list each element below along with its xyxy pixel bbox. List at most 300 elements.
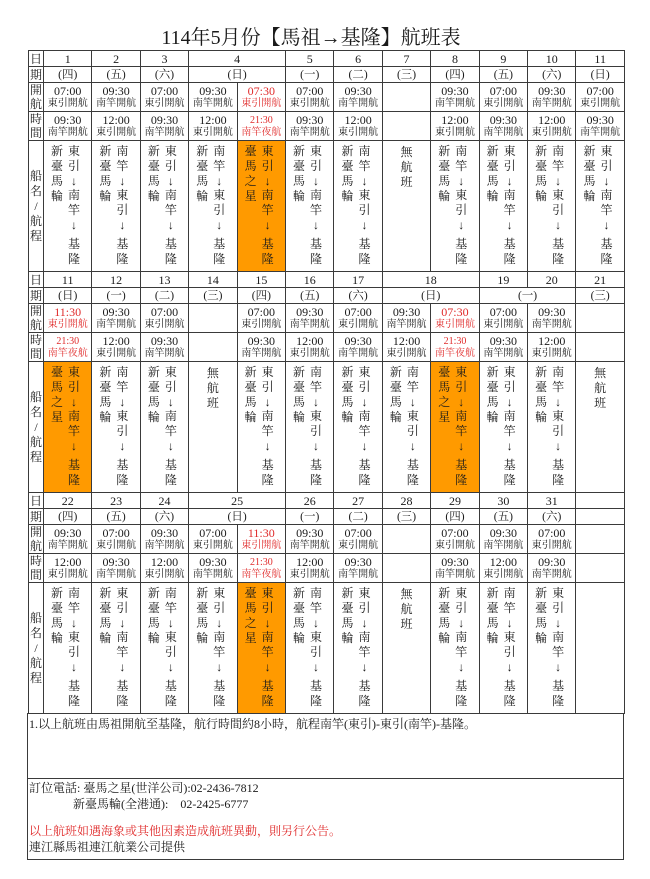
down-arrow-icon [455,439,467,453]
weekday-cell: (三) [382,67,430,83]
departure-type-label: 東引開航 [338,319,379,330]
departure-time: 09:30 [102,305,130,319]
weekday-cell: (日) [44,288,92,304]
departure-cell [528,333,576,362]
down-arrow-icon [116,616,128,630]
ship-route-cell-highlight [237,141,285,272]
route-destination: 基隆 [164,458,177,487]
departure-cell [286,554,334,583]
row-label-cell [29,554,44,583]
route-stop: 南竿 [455,409,468,438]
row-label-cell [29,112,44,141]
route [455,586,467,709]
empty-cell [576,493,624,509]
route-destination: 基隆 [310,679,323,708]
departure-cell [382,333,430,362]
departure-type-label: 南竿開航 [483,540,524,551]
ship-route-cell-highlight [44,362,92,493]
weekday-cell: (五) [92,509,140,525]
ship-name: 新臺馬輪 [51,144,64,203]
block-2-second-departure-row [29,333,625,362]
departure-time: 09:30 [102,84,130,98]
route [68,144,80,267]
ship-route-cell [140,583,188,714]
down-arrow-icon [600,218,612,232]
ship-name: 新臺馬輪 [99,365,112,424]
route-stop: 南竿 [503,188,516,217]
weekday-cell: (六) [334,288,382,304]
departure-time: 07:00 [489,84,518,98]
route-destination: 基隆 [455,237,468,266]
weekday-cell: (二) [334,509,382,525]
down-arrow-icon [310,218,322,232]
route-destination: 基隆 [261,679,274,708]
departure-cell [286,112,334,141]
route [165,144,177,267]
departure-time: 09:30 [344,334,372,348]
departure-type-label: 南竿開航 [96,98,137,109]
down-arrow-icon [310,439,322,453]
route-stop: 南竿 [261,409,274,438]
ship-name: 新臺馬輪 [293,586,306,645]
route-origin: 南竿 [213,144,226,173]
ship-name: 新臺馬輪 [438,144,451,203]
departure-type-label: 東引開航 [434,319,475,330]
departure-type-label: 東引開航 [47,569,88,580]
date-cell: 3 [140,51,188,67]
date-cell: 21 [576,272,624,288]
night-departure-cell [44,333,92,362]
departure-type-label: 東引開航 [47,98,88,109]
row-label-depart: 開航 [30,83,43,111]
weekday-cell: (三) [382,509,430,525]
ship-route-cell [382,362,430,493]
route-origin: 東引 [261,586,274,615]
ship-name: 臺馬之星 [438,365,451,424]
route-destination: 基隆 [164,237,177,266]
route-destination: 基隆 [68,679,81,708]
ship-route-cell [528,583,576,714]
route [165,586,177,709]
departure-cell [286,83,334,112]
route [262,365,274,488]
route-origin: 南竿 [116,144,129,173]
down-arrow-icon [504,660,516,674]
departure-time: 12:00 [102,113,130,127]
weekday-cell: (五) [92,67,140,83]
weekday-cell: (四) [44,509,92,525]
ship-route-cell [576,141,624,272]
page-title: 114年5月份【馬祖→基隆】航班表 [161,27,461,49]
row-label-ship-route: 船名/航程 [30,389,43,464]
no-service-label: 無航班 [206,366,219,410]
departure-time: 09:30 [392,305,421,319]
down-arrow-icon [504,174,516,188]
departure-time: 09:30 [150,526,179,540]
departure-cell-highlight [237,83,285,112]
departure-type-label: 南竿開航 [192,569,233,580]
departure-type-label: 東引開航 [483,98,524,109]
departure-time: 07:00 [538,526,566,540]
date-cell: 28 [382,493,430,509]
route-stop: 東引 [116,188,129,217]
departure-type-label: 南竿開航 [144,348,185,359]
route-origin: 東引 [261,365,274,394]
weekday-cell: (日) [382,288,479,304]
route-origin: 東引 [310,144,323,173]
departure-time: 09:30 [538,84,566,98]
departure-time: 09:30 [54,113,82,127]
route [552,586,564,709]
route [116,586,128,709]
departure-cell [431,112,479,141]
date-cell: 4 [189,51,286,67]
booking-line-2 [29,796,623,812]
date-cell: 13 [140,272,188,288]
down-arrow-icon [552,439,564,453]
route [504,144,516,267]
departure-cell [237,304,285,333]
departure-cell [92,304,140,333]
down-arrow-icon [213,660,225,674]
booking-contact: 新臺馬輪(全港通): 02-2425-6777 [73,797,249,811]
date-cell: 12 [92,272,140,288]
departure-time: 09:30 [199,84,227,98]
down-arrow-icon [68,395,80,409]
route-origin: 東引 [600,144,613,173]
route-destination: 基隆 [213,679,226,708]
ship-route-cell [334,362,382,493]
route [310,586,322,709]
departure-cell [479,83,527,112]
route-stop: 南竿 [552,630,565,659]
route-origin: 南竿 [68,586,81,615]
route-stop: 東引 [406,409,419,438]
departure-type-label: 東引開航 [531,540,572,551]
departure-time: 12:00 [538,334,566,348]
departure-cell [140,525,188,554]
departure-time: 12:00 [296,334,324,348]
departure-type-label: 南竿開航 [144,127,185,138]
ship-route-cell [286,583,334,714]
departure-cell [140,83,188,112]
down-arrow-icon [504,616,516,630]
no-service-cell [382,583,430,714]
route-destination: 基隆 [358,458,371,487]
departure-type-label: 東引開航 [338,540,379,551]
departure-type-label: 南竿開航 [434,98,475,109]
weekday-cell: (二) [334,67,382,83]
departure-time: 09:30 [102,555,130,569]
ship-name: 新臺馬輪 [147,144,160,203]
route-destination: 基隆 [213,237,226,266]
down-arrow-icon [552,174,564,188]
down-arrow-icon [213,616,225,630]
departure-type-label: 東引開航 [434,127,475,138]
departure-cell [92,112,140,141]
no-service-cell [382,141,430,272]
date-cell: 7 [382,51,430,67]
departure-time: 07:00 [441,526,469,540]
route [262,144,274,267]
weekday-cell: (一) [479,288,576,304]
ship-route-cell [431,583,479,714]
date-cell: 16 [286,272,334,288]
departure-cell [382,304,430,333]
ship-name: 新臺馬輪 [535,586,548,645]
departure-time: 09:30 [296,526,324,540]
down-arrow-icon [455,218,467,232]
ship-route-cell [479,141,527,272]
route-stop: 南竿 [116,630,129,659]
departure-type-label: 南竿開航 [531,319,572,330]
departure-type-label: 南竿開航 [338,348,379,359]
departure-type-label: 南竿夜航 [241,127,282,138]
weekday-cell: (四) [431,67,479,83]
ship-name: 新臺馬輪 [583,144,596,203]
ship-route-cell [286,362,334,493]
departure-cell [528,304,576,333]
route-origin: 東引 [455,586,468,615]
departure-type-label: 東引開航 [144,319,185,330]
departure-type-label: 東引開航 [96,540,137,551]
down-arrow-icon [358,218,370,232]
ship-name: 新臺馬輪 [51,586,64,645]
route [116,144,128,267]
route-origin: 東引 [503,365,516,394]
route-stop: 東引 [68,630,81,659]
route-destination: 基隆 [261,237,274,266]
date-cell: 8 [431,51,479,67]
route-stop: 南竿 [164,188,177,217]
route-destination: 基隆 [503,458,516,487]
row-label-time: 時間 [30,112,43,140]
ship-route-cell [528,141,576,272]
down-arrow-icon [262,395,274,409]
weekday-cell: (六) [140,509,188,525]
departure-time: 21:30 [249,115,273,126]
ship-route-cell [189,583,237,714]
route [68,365,80,488]
weekday-cell: (六) [528,67,576,83]
date-cell: 11 [576,51,624,67]
departure-type-label: 東引開航 [241,540,282,551]
down-arrow-icon [358,616,370,630]
departure-time: 12:00 [199,113,227,127]
date-cell: 11 [44,272,92,288]
block-2-ship-route-row [29,362,625,493]
date-cell: 1 [44,51,92,67]
weekday-cell: (五) [286,288,334,304]
weekday-cell: (日) [576,67,624,83]
weekday-cell: (一) [286,509,334,525]
route [310,144,322,267]
row-label-cell [29,583,44,714]
departure-time: 21:30 [56,336,80,347]
down-arrow-icon [165,439,177,453]
departure-type-label: 南竿開航 [434,569,475,580]
departure-time: 21:30 [249,557,273,568]
block-1-second-departure-row [29,112,625,141]
departure-cell [479,112,527,141]
departure-cell [334,333,382,362]
route-stop: 南竿 [358,630,371,659]
departure-cell [286,333,334,362]
route [407,365,419,488]
departure-time: 09:30 [296,305,324,319]
route-stop: 南竿 [213,630,226,659]
route [213,144,225,267]
night-departure-cell [431,333,479,362]
departure-type-label: 南竿開航 [96,569,137,580]
departure-time: 07:00 [489,305,518,319]
departure-cell [431,83,479,112]
down-arrow-icon [262,439,274,453]
route-destination: 基隆 [310,237,323,266]
departure-cell [189,525,237,554]
route-stop: 東引 [116,409,129,438]
empty-cell [576,333,624,362]
departure-time: 07:30 [441,305,469,319]
route-stop: 南竿 [68,188,81,217]
route-origin: 東引 [503,144,516,173]
route [310,365,322,488]
row-label-date: 日 [29,51,42,66]
contacts-section [28,779,623,855]
block-3-first-departure-row [29,525,625,554]
ship-name: 新臺馬輪 [535,144,548,203]
departure-type-label: 東引開航 [144,569,185,580]
row-label-time: 時間 [30,333,43,361]
down-arrow-icon [262,660,274,674]
down-arrow-icon [116,218,128,232]
departure-cell [189,83,237,112]
weekday-cell: (一) [92,288,140,304]
departure-cell [334,304,382,333]
departure-time: 07:00 [247,305,275,319]
departure-type-label: 東引開航 [289,98,330,109]
route-destination: 基隆 [68,458,81,487]
down-arrow-icon [116,174,128,188]
ship-name: 新臺馬輪 [293,144,306,203]
weekday-cell: (六) [140,67,188,83]
departure-type-label: 南竿夜航 [434,348,475,359]
note-line: 1.以上航班由馬祖開航至基隆，航行時間約8小時，航程南竿(東引)-東引(南竿)-基隆。 [29,717,476,731]
route-stop: 南竿 [455,630,468,659]
weekday-cell: (三) [189,288,237,304]
down-arrow-icon [165,616,177,630]
route [600,144,612,267]
departure-time: 09:30 [344,84,372,98]
down-arrow-icon [310,174,322,188]
departure-time: 12:00 [538,113,566,127]
departure-type-label: 東引開航 [96,127,137,138]
down-arrow-icon [552,660,564,674]
departure-cell [334,112,382,141]
booking-label: 訂位電話: [29,781,84,795]
ship-route-cell [140,362,188,493]
departure-type-label: 東引開航 [434,540,475,551]
date-cell: 25 [189,493,286,509]
down-arrow-icon [262,218,274,232]
route [455,144,467,267]
down-arrow-icon [310,660,322,674]
ship-name: 新臺馬輪 [341,365,354,424]
departure-time: 12:00 [489,555,518,569]
departure-type-label: 南竿開航 [289,540,330,551]
down-arrow-icon [552,218,564,232]
row-label-date: 日 [29,272,42,287]
departure-cell [140,333,188,362]
route-destination: 基隆 [455,458,468,487]
departure-time: 09:30 [150,334,179,348]
down-arrow-icon [600,174,612,188]
ship-name: 新臺馬輪 [147,365,160,424]
route-stop: 東引 [164,630,177,659]
route-destination: 基隆 [600,237,613,266]
route-destination: 基隆 [406,458,419,487]
departure-type-label: 南竿夜航 [47,348,88,359]
down-arrow-icon [455,174,467,188]
route-origin: 東引 [68,365,81,394]
row-label-time: 時間 [30,554,43,582]
row-label-depart: 開航 [30,525,43,553]
empty-cell [382,83,430,112]
departure-type-label: 東引開航 [241,319,282,330]
block-3-second-departure-row [29,554,625,583]
down-arrow-icon [165,174,177,188]
down-arrow-icon [165,218,177,232]
departure-time: 09:30 [538,555,566,569]
no-service-label: 無航班 [594,366,607,410]
date-cell: 29 [431,493,479,509]
ship-route-cell [44,141,92,272]
departure-time: 09:30 [150,113,179,127]
departure-type-label: 南竿開航 [338,98,379,109]
weekday-cell: (一) [286,67,334,83]
route-origin: 東引 [552,586,565,615]
departure-cell [44,112,92,141]
ship-name: 臺馬之星 [244,586,257,645]
ship-name: 新臺馬輪 [196,586,209,645]
ship-route-cell [44,583,92,714]
route [552,144,564,267]
ship-route-cell-highlight [237,583,285,714]
schedule-table [28,50,625,714]
departure-time: 12:00 [392,334,421,348]
down-arrow-icon [116,660,128,674]
departure-time: 07:00 [296,84,324,98]
down-arrow-icon [116,395,128,409]
route-origin: 南竿 [503,586,516,615]
departure-time: 09:30 [489,526,518,540]
route-stop: 東引 [310,409,323,438]
departure-type-label: 南竿開航 [96,319,137,330]
departure-type-label: 南竿開航 [289,127,330,138]
route-stop: 南竿 [600,188,613,217]
route [262,586,274,709]
departure-time: 12:00 [54,555,82,569]
route-stop: 東引 [552,409,565,438]
departure-type-label: 南竿開航 [386,319,427,330]
empty-cell [576,509,624,525]
block-2-first-departure-row [29,304,625,333]
weekday-cell: (日) [189,509,286,525]
departure-cell [528,112,576,141]
departure-type-label: 東引開航 [192,127,233,138]
ship-name: 新臺馬輪 [486,144,499,203]
empty-cell [382,554,430,583]
